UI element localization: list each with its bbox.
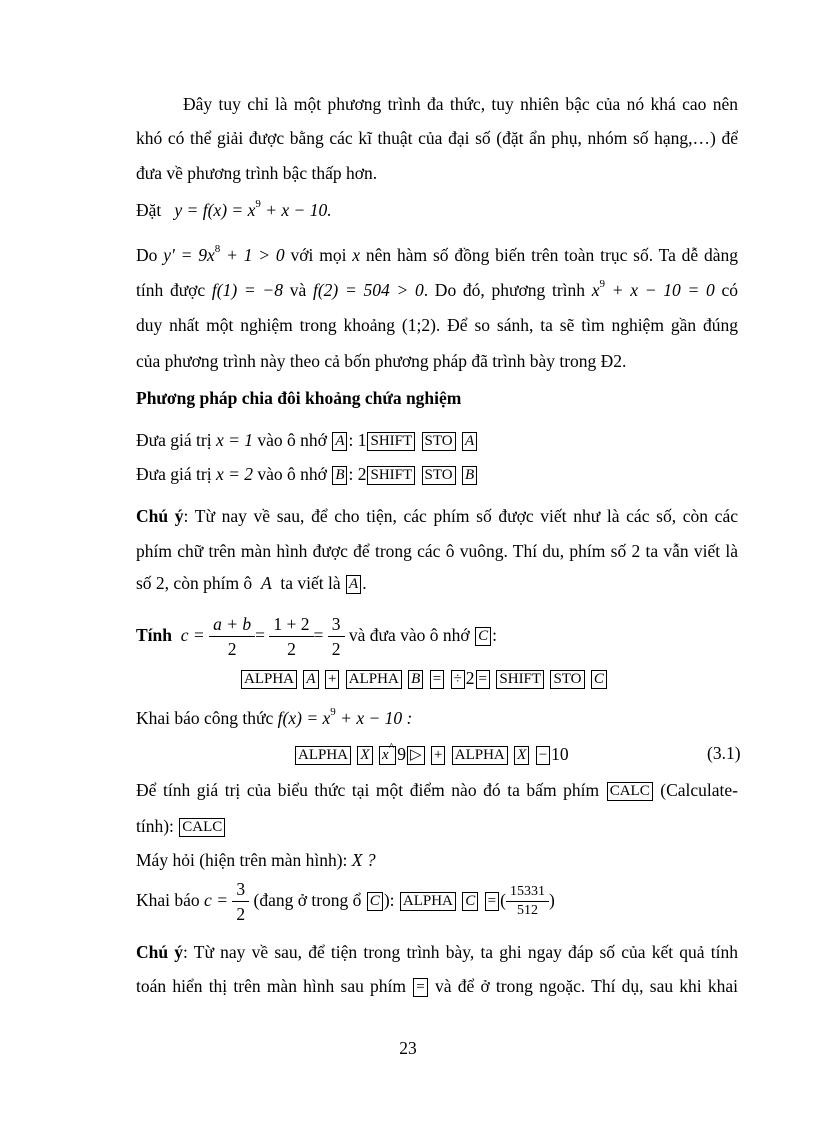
fraction-1-plus-2: $\frac{1 + 2}{2}$ [271, 612, 311, 661]
store-line-2: Đưa giá trị x = 2 vào ô nhớ B : 2 SHIFT STO B [136, 463, 478, 485]
do-line4: của phương trình này theo cả bốn phương pháp đã trình bày trong Đ2. [136, 351, 627, 371]
key-power: x^ [379, 746, 396, 765]
para1-line3: đưa về phương trình bậc thấp hơn. [136, 163, 378, 183]
key-plus: + [431, 746, 445, 765]
key-plus: + [325, 670, 339, 689]
fraction-3-over-2: $\frac{3}{2}$ [330, 612, 343, 661]
key-sto: STO [550, 670, 584, 689]
key-calc: CALC [607, 782, 653, 801]
key-sequence-1: ALPHA A + ALPHA B = ÷ 2 = SHIFT STO C [240, 667, 608, 689]
note2-line2: toán hiển thị trên màn hình sau phím = và để ở trong ngoặc. Thí dụ, sau khi khai [136, 976, 739, 996]
section-heading: Phương pháp chia đôi khoảng chứa nghiệm [136, 388, 462, 408]
key-alpha: ALPHA [452, 746, 508, 765]
key-x: X [514, 746, 529, 765]
page-number: 23 [399, 1038, 417, 1058]
key-shift: SHIFT [367, 466, 415, 485]
khaibao-line: Khai báo công thức $f(x) = x^9 + x - 10$ : [136, 706, 413, 728]
key-c: C [591, 670, 607, 689]
calc-line1: Để tính giá trị của biểu thức tại một điểm nào đó ta bấm phím CALC (Calculate- [136, 780, 739, 800]
key-divide: ÷ [451, 670, 465, 689]
key-equals: = [485, 892, 499, 911]
key-shift: SHIFT [367, 432, 415, 451]
khaibao-c-line: Khai báo c = $\frac{3}{2}$ (đang ở trong ổ C ): ALPHA C = ( $\frac{15331}{512}$ ) [136, 879, 555, 925]
key-calc: CALC [179, 818, 225, 837]
note2-line1: Chú ý: Từ nay về sau, để tiện trong trình bày, ta ghi ngay đáp số của kết quả tính [136, 942, 738, 962]
store-line-1: Đưa giá trị x = 1 vào ô nhớ A : 1 SHIFT STO A [136, 429, 478, 451]
fraction-a-plus-b: $\frac{a + b}{2}$ [211, 612, 253, 661]
key-a: A [346, 575, 361, 594]
key-a: A [303, 670, 318, 689]
do-line1: Do $y' = 9x^8 + 1 > 0$ với mọi x nên hàm số đồng biến trên toàn trục số. Ta dễ dàng [136, 243, 739, 265]
key-x: X [357, 746, 372, 765]
do-line2: tính được f(1) = −8 và f(2) = 504 > 0. Do đó, phương trình $x^9 + x - 10 = 0$ có [136, 278, 739, 300]
note1-line3: số 2, còn phím ô A ta viết là A . [136, 573, 367, 593]
key-equals: = [476, 670, 490, 689]
key-c: C [367, 892, 383, 911]
do-line3: duy nhất một nghiệm trong khoảng (1;2). Để so sánh, ta sẽ tìm nghiệm gần đúng [136, 315, 738, 335]
key-c: C [462, 892, 478, 911]
key-alpha: ALPHA [295, 746, 351, 765]
key-right-arrow: ▷ [407, 746, 425, 765]
key-a: A [332, 432, 347, 451]
key-sto: STO [422, 432, 456, 451]
mayhoi-line: Máy hỏi (hiện trên màn hình): X ? [136, 850, 376, 870]
key-alpha: ALPHA [241, 670, 297, 689]
note1-line1: Chú ý: Từ nay về sau, để cho tiện, các phím số được viết như là các số, còn các [136, 506, 738, 526]
key-minus: − [536, 746, 550, 765]
key-sto: STO [422, 466, 456, 485]
result-fraction: $\frac{15331}{512}$ [508, 883, 547, 920]
note1-line2: phím chữ trên màn hình được để trong các ô vuông. Thí du, phím số 2 ta vẫn viết là [136, 541, 738, 561]
dat-line: Đặt $y = f(x) = x^9 + x - 10$. [136, 198, 332, 220]
para1-line2: khó có thể giải được bằng các kĩ thuật của đại số (đặt ẩn phụ, nhóm số hạng,…) để [136, 128, 738, 148]
tinh-line: Tính c = $\frac{a + b}{2}$ = $\frac{1 + 2}{2}$ = $\frac{3}{2}$ và đưa vào ô nhớ C : [136, 614, 497, 660]
key-equals: = [430, 670, 444, 689]
key-alpha: ALPHA [400, 892, 456, 911]
key-equals: = [413, 978, 427, 997]
key-a: A [462, 432, 477, 451]
key-c: C [475, 627, 491, 646]
equation-number: (3.1) [707, 743, 741, 763]
fraction-3-over-2: $\frac{3}{2}$ [234, 877, 247, 926]
calc-line2: tính): CALC [136, 815, 226, 837]
key-b: B [408, 670, 423, 689]
key-sequence-2: ALPHA X x^ 9 ▷ + ALPHA X − 10 [294, 743, 569, 765]
para1-line1: Đây tuy chỉ là một phương trình đa thức, tuy nhiên bậc của nó khá cao nên [183, 94, 738, 114]
key-shift: SHIFT [496, 670, 544, 689]
key-b: B [332, 466, 347, 485]
key-b: B [462, 466, 477, 485]
key-alpha: ALPHA [346, 670, 402, 689]
